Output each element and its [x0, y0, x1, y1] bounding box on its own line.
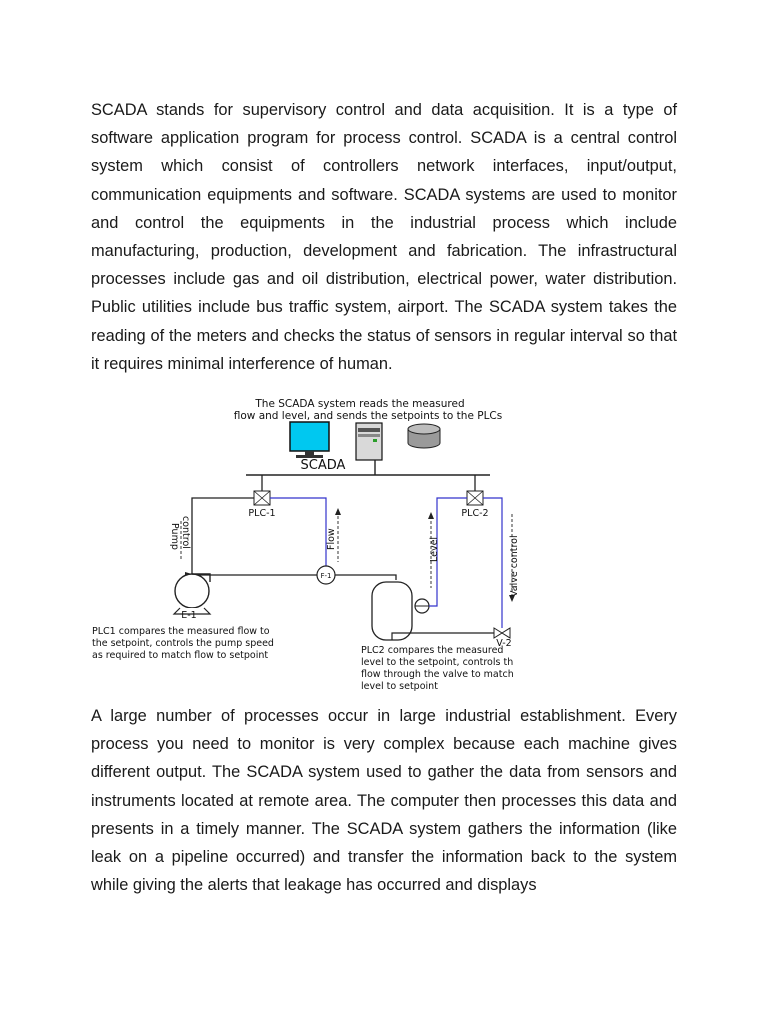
- plc1-note-line-3: as required to match flow to setpoint: [92, 650, 269, 661]
- pump-label: E-1: [181, 610, 197, 621]
- valve-control-label: Valve control: [509, 535, 520, 597]
- plc-1-icon: [254, 491, 270, 505]
- plc-2-icon: [467, 491, 483, 505]
- server-icon: [356, 423, 382, 460]
- processes-paragraph: A large number of processes occur in large industrial establishment. Every process you need to monitor is very complex because each machine gives different output. The SCADA system used to gather the data from sensors and instruments located at remote area. The computer then processes this data and presents in a timely manner. The SCADA system gathers the information (like leak on a pipeline occurred) and transfer the information back to the system while giving the alerts that leakage has occurred and displays: [91, 707, 677, 895]
- diagram-caption-line-1: The SCADA system reads the measured: [255, 398, 465, 410]
- database-icon: [408, 424, 440, 448]
- tank-icon: [372, 582, 412, 640]
- plc2-note-line-4: level to setpoint: [361, 681, 438, 692]
- level-transmitter-icon: [415, 599, 429, 613]
- pump-icon: [174, 572, 210, 614]
- monitor-icon: [290, 422, 329, 458]
- diagram-caption-line-2: flow and level, and sends the setpoints to the PLCs: [233, 410, 503, 422]
- flow-label: Flow: [326, 528, 337, 550]
- plc2-note-line-1: PLC2 compares the measured: [361, 645, 504, 656]
- intro-paragraph: SCADA stands for supervisory control and data acquisition. It is a type of software application program for process control. SCADA is a central control system which consist of controllers network interfaces, input/output, communication equipments and software. SCADA systems are used to monitor and control the equipments in the industrial process which include manufacturing, production, development and fabrication. The infrastructural processes include gas and oil distribution, electrical power, water distribution. Public utilities include bus traffic system, airport. The SCADA system takes the reading of the meters and checks the status of sensors in regular interval so that it requires minimal interference of human.: [91, 101, 677, 373]
- pump-control-label-1: Pump: [169, 523, 180, 550]
- scada-diagram: [88, 392, 558, 694]
- plc-1-label: PLC-1: [248, 508, 276, 519]
- level-label: Level: [429, 536, 440, 562]
- valve-icon: [494, 628, 510, 638]
- plc-2-label: PLC-2: [461, 508, 489, 519]
- scada-label: SCADA: [300, 458, 346, 473]
- plc2-note-line-3: flow through the valve to match: [361, 669, 514, 680]
- plc1-note-line-1: PLC1 compares the measured flow to: [92, 626, 270, 637]
- plc1-note-line-2: the setpoint, controls the pump speed: [92, 638, 274, 649]
- valve-label: V-2: [496, 638, 512, 649]
- plc2-note-line-2: level to the setpoint, controls th: [361, 657, 514, 668]
- pump-control-label-2: control: [180, 516, 191, 549]
- flow-meter-label: F-1: [320, 572, 332, 580]
